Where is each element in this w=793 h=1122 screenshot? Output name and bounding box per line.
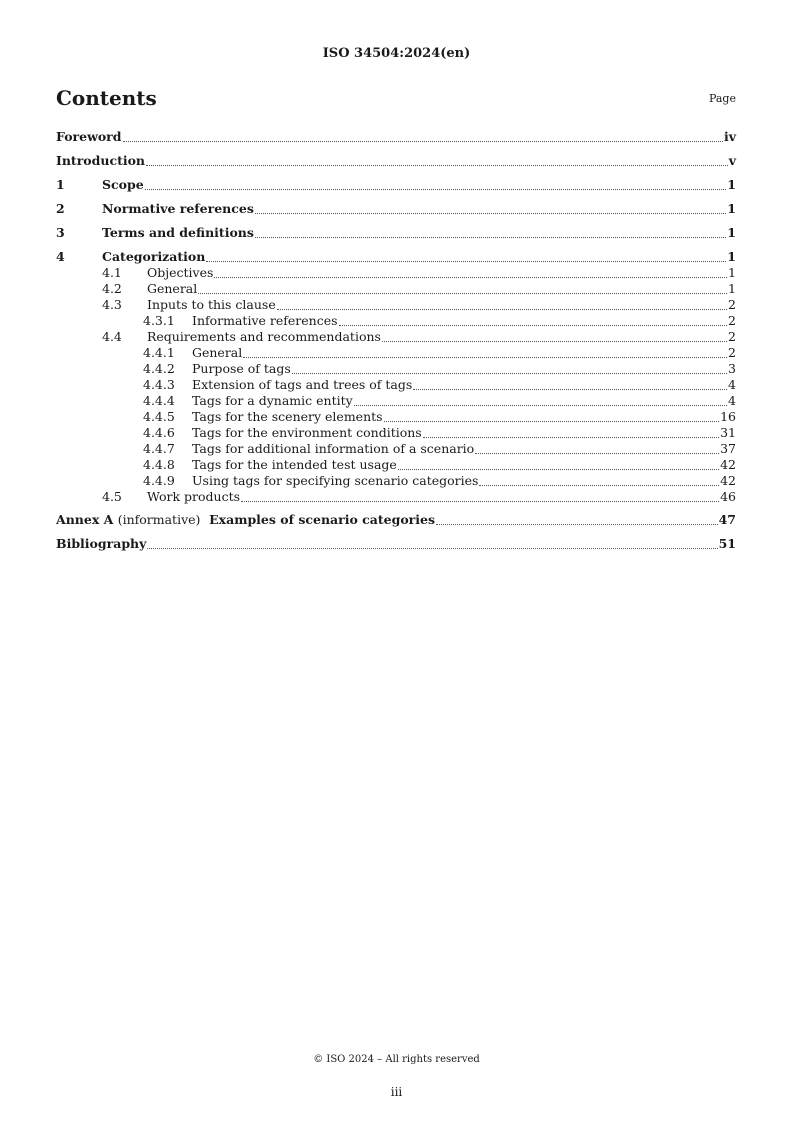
toc-entry-title: Normative references bbox=[102, 201, 254, 216]
toc-entry-page: 47 bbox=[718, 512, 736, 527]
table-of-contents bbox=[56, 129, 736, 560]
document-id-header: ISO 34504:2024(en) bbox=[322, 46, 471, 61]
toc-entry-bibliography[interactable] bbox=[56, 536, 736, 552]
toc-entry-4-4-1[interactable] bbox=[56, 345, 736, 361]
toc-entry-number: 3 bbox=[56, 225, 65, 240]
dot-leader bbox=[354, 404, 727, 406]
toc-entry-4-4-2[interactable] bbox=[56, 361, 736, 377]
toc-entry-title: Using tags for specifying scenario categories bbox=[192, 473, 479, 488]
toc-entry-foreword[interactable] bbox=[56, 129, 736, 145]
toc-entry-title: Work products bbox=[147, 489, 241, 504]
toc-entry-page: 2 bbox=[728, 329, 736, 344]
toc-title: Contents bbox=[56, 86, 157, 110]
toc-entry-number: 4.4.1 bbox=[143, 345, 175, 360]
toc-entry-number: 4.4.7 bbox=[143, 441, 175, 456]
toc-entry-page: 3 bbox=[728, 361, 736, 376]
dot-leader bbox=[292, 372, 727, 374]
dot-leader bbox=[145, 188, 727, 190]
toc-entry-title: Tags for the scenery elements bbox=[192, 409, 383, 424]
toc-entry-page: 1 bbox=[727, 249, 736, 264]
toc-entry-4-2[interactable] bbox=[56, 281, 736, 297]
toc-entry-number: 4 bbox=[56, 249, 65, 264]
toc-entry-number: 4.4.2 bbox=[143, 361, 175, 376]
toc-entry-title: General bbox=[192, 345, 243, 360]
toc-entry-number: 4.3 bbox=[102, 297, 122, 312]
toc-entry-number: 4.3.1 bbox=[143, 313, 175, 328]
toc-entry-title: Extension of tags and trees of tags bbox=[192, 377, 413, 392]
toc-entry-annex-a[interactable] bbox=[56, 512, 736, 528]
toc-entry-number: 4.4.9 bbox=[143, 473, 175, 488]
toc-entry-number: 4.4.4 bbox=[143, 393, 175, 408]
page-number: iii bbox=[390, 1085, 403, 1099]
toc-entry-page: v bbox=[728, 153, 736, 168]
annex-label: Annex A bbox=[56, 512, 114, 527]
toc-entry-4-5[interactable] bbox=[56, 489, 736, 505]
dot-leader bbox=[339, 324, 728, 326]
toc-entry-title: Tags for the intended test usage bbox=[192, 457, 397, 472]
toc-entry-title: Introduction bbox=[56, 153, 146, 168]
toc-entry-title: Foreword bbox=[56, 129, 122, 144]
dot-leader bbox=[255, 212, 726, 214]
dot-leader bbox=[243, 356, 727, 358]
dot-leader bbox=[475, 452, 719, 454]
toc-entry-page: 4 bbox=[728, 393, 736, 408]
dot-leader bbox=[255, 236, 726, 238]
dot-leader bbox=[147, 547, 717, 549]
toc-entry-4-4-9[interactable] bbox=[56, 473, 736, 489]
toc-entry-title: Tags for the environment conditions bbox=[192, 425, 422, 440]
dot-leader bbox=[413, 388, 727, 390]
dot-leader bbox=[277, 308, 727, 310]
toc-entry-page: 1 bbox=[727, 177, 736, 192]
toc-entry-page: 2 bbox=[728, 297, 736, 312]
toc-entry-page: 37 bbox=[720, 441, 736, 456]
toc-entry-number: 4.2 bbox=[102, 281, 122, 296]
annex-title: Examples of scenario categories bbox=[209, 512, 435, 527]
toc-entry-page: 42 bbox=[720, 457, 736, 472]
toc-entry-page: iv bbox=[723, 129, 736, 144]
toc-entry-categorization[interactable] bbox=[56, 249, 736, 265]
toc-entry-page: 1 bbox=[728, 265, 736, 280]
dot-leader bbox=[398, 468, 719, 470]
toc-entry-4-4-7[interactable] bbox=[56, 441, 736, 457]
dot-leader bbox=[382, 340, 727, 342]
toc-entry-4-3[interactable] bbox=[56, 297, 736, 313]
toc-entry-page: 1 bbox=[727, 201, 736, 216]
toc-entry-page: 31 bbox=[720, 425, 736, 440]
toc-entry-number: 4.5 bbox=[102, 489, 122, 504]
toc-entry-4-4-4[interactable] bbox=[56, 393, 736, 409]
toc-entry-title: Categorization bbox=[102, 249, 206, 264]
toc-entry-page: 51 bbox=[718, 536, 736, 551]
toc-entry-page: 4 bbox=[728, 377, 736, 392]
dot-leader bbox=[214, 276, 727, 278]
annex-type: (informative) bbox=[117, 512, 201, 527]
toc-entry-number: 4.4.8 bbox=[143, 457, 175, 472]
dot-leader bbox=[479, 484, 719, 486]
toc-entry-4-4-8[interactable] bbox=[56, 457, 736, 473]
toc-entry-introduction[interactable] bbox=[56, 153, 736, 169]
toc-entry-page: 46 bbox=[720, 489, 736, 504]
toc-entry-number: 2 bbox=[56, 201, 65, 216]
toc-entry-page: 2 bbox=[728, 313, 736, 328]
toc-entry-page: 42 bbox=[720, 473, 736, 488]
toc-entry-title: Tags for a dynamic entity bbox=[192, 393, 353, 408]
toc-entry-4-3-1[interactable] bbox=[56, 313, 736, 329]
toc-entry-title: Terms and definitions bbox=[102, 225, 254, 240]
toc-entry-title: Informative references bbox=[192, 313, 338, 328]
toc-entry-4-4[interactable] bbox=[56, 329, 736, 345]
toc-entry-page: 16 bbox=[720, 409, 736, 424]
toc-entry-title: Bibliography bbox=[56, 536, 147, 551]
toc-entry-page: 1 bbox=[728, 281, 736, 296]
page-column-label: Page bbox=[708, 92, 736, 105]
toc-entry-scope[interactable] bbox=[56, 177, 736, 193]
toc-entry-title: Requirements and recommendations bbox=[147, 329, 381, 344]
toc-entry-number: 4.4 bbox=[102, 329, 122, 344]
toc-entry-4-4-5[interactable] bbox=[56, 409, 736, 425]
toc-entry-title: Inputs to this clause bbox=[147, 297, 276, 312]
toc-entry-number: 4.1 bbox=[102, 265, 122, 280]
toc-entry-page: 2 bbox=[728, 345, 736, 360]
toc-entry-number: 4.4.6 bbox=[143, 425, 175, 440]
dot-leader bbox=[198, 292, 727, 294]
dot-leader bbox=[384, 420, 720, 422]
toc-entry-terms-definitions[interactable] bbox=[56, 225, 736, 241]
copyright-footer: © ISO 2024 – All rights reserved bbox=[313, 1054, 480, 1065]
toc-entry-title bbox=[56, 512, 435, 528]
toc-entry-title: Purpose of tags bbox=[192, 361, 291, 376]
dot-leader bbox=[241, 500, 719, 502]
toc-entry-number: 4.4.3 bbox=[143, 377, 175, 392]
toc-entry-title: General bbox=[147, 281, 198, 296]
dot-leader bbox=[423, 436, 719, 438]
toc-entry-page: 1 bbox=[727, 225, 736, 240]
toc-entry-4-4-6[interactable] bbox=[56, 425, 736, 441]
toc-entry-title: Scope bbox=[102, 177, 144, 192]
dot-leader bbox=[436, 523, 718, 525]
toc-entry-number: 1 bbox=[56, 177, 65, 192]
toc-entry-number: 4.4.5 bbox=[143, 409, 175, 424]
toc-entry-4-4-3[interactable] bbox=[56, 377, 736, 393]
dot-leader bbox=[123, 140, 723, 142]
toc-entry-normative-references[interactable] bbox=[56, 201, 736, 217]
dot-leader bbox=[146, 164, 728, 166]
toc-entry-4-1[interactable] bbox=[56, 265, 736, 281]
toc-entry-title: Tags for additional information of a scenario bbox=[192, 441, 475, 456]
dot-leader bbox=[206, 260, 726, 262]
toc-entry-title: Objectives bbox=[147, 265, 214, 280]
